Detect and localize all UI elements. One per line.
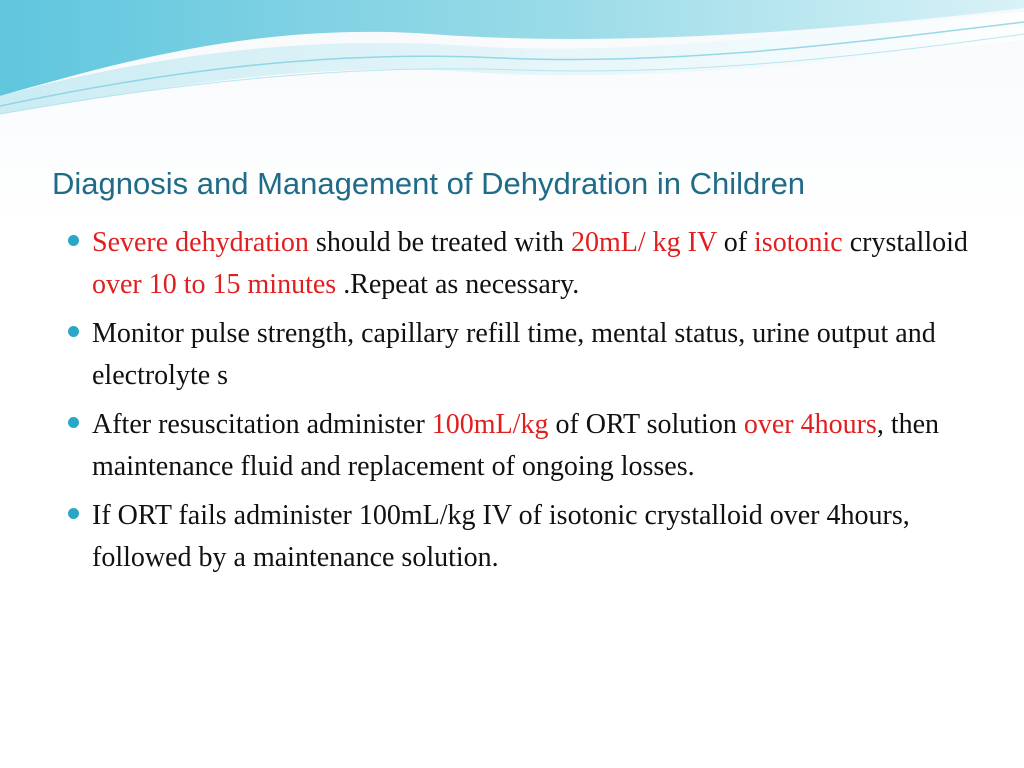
bullet-text: crystalloid	[842, 227, 968, 258]
highlighted-text: over 10 to 15 minutes	[92, 268, 337, 300]
highlighted-text: 20mL/ kg IV	[570, 227, 717, 258]
bullet-item	[64, 313, 974, 396]
bullet-dot-icon	[68, 417, 79, 428]
header-wave-decoration	[0, 0, 1024, 130]
bullet-text: , then maintenance fluid and replacement of ongoing losses.	[92, 409, 940, 482]
bullet-text: .Repeat as necessary.	[336, 268, 580, 300]
slide-title: Diagnosis and Management of Dehydration in Children	[52, 166, 806, 201]
bullet-text: If ORT fails administer 100mL/kg IV of isotonic crystalloid over 4hours, followed by a maintenance solution.	[92, 500, 910, 573]
bullet-text: Monitor pulse strength, capillary refill time, mental status, urine output and electrolyte s	[92, 318, 936, 391]
bullet-item	[64, 495, 974, 578]
bullet-item	[64, 222, 974, 305]
bullet-dot-icon	[68, 508, 79, 519]
bullet-text: of ORT solution	[548, 409, 744, 440]
bullet-item	[64, 404, 974, 487]
bullet-text: After resuscitation administer	[92, 409, 432, 440]
highlighted-text: over 4hours	[743, 409, 877, 440]
highlighted-text: Severe dehydration	[92, 227, 309, 258]
bullet-dot-icon	[68, 326, 79, 337]
bullet-text: should be treated with	[308, 227, 571, 258]
bullet-list	[64, 222, 974, 586]
highlighted-text: isotonic	[754, 227, 843, 258]
bullet-dot-icon	[68, 235, 79, 246]
highlighted-text: 100mL/kg	[431, 409, 549, 440]
bullet-text: of	[716, 227, 755, 258]
